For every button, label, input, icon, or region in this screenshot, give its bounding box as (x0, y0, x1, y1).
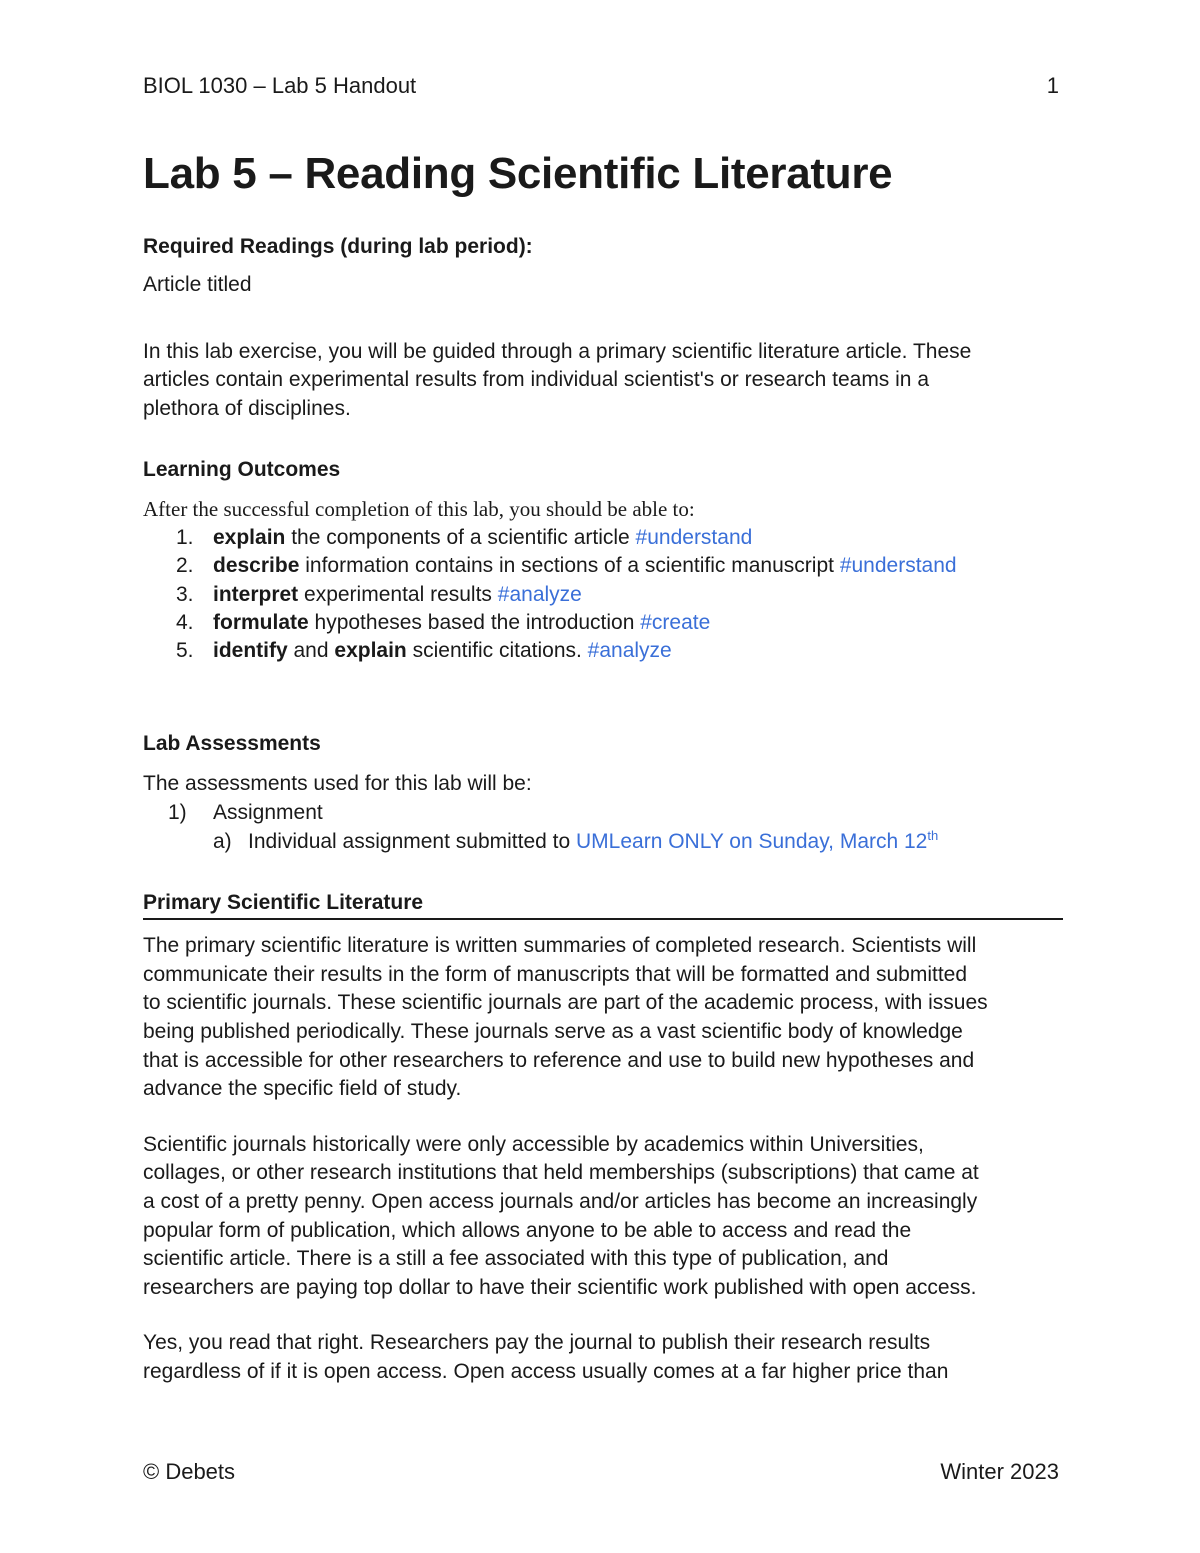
paragraph-line: that is accessible for other researchers to reference and use to build new hypotheses and (143, 1048, 975, 1072)
outcome-text: information contains in sections of a scientific manuscript (299, 554, 840, 578)
paragraph-line: advance the specific field of study. (143, 1077, 462, 1101)
page-title: Lab 5 – Reading Scientific Literature (143, 149, 893, 198)
primary-literature-paragraph-1 (143, 932, 1063, 1104)
paragraph-line: Scientific journals historically were only accessible by academics within Universities, (143, 1132, 924, 1156)
intro-line: plethora of disciplines. (143, 396, 351, 420)
assessment-subitem (143, 828, 1063, 857)
footer-term: Winter 2023 (940, 1459, 1059, 1484)
outcome-tag-link[interactable]: #understand (635, 525, 753, 549)
list-number: 5. (176, 639, 194, 663)
outcome-text: scientific citations. (406, 639, 588, 663)
intro-line: articles contain experimental results from individual scientist's or research teams in a (143, 368, 930, 392)
learning-outcomes-heading: Learning Outcomes (143, 458, 341, 482)
list-item (143, 609, 1063, 637)
list-item (143, 637, 1063, 665)
paragraph-line: scientific article. There is a still a fee associated with this type of publication, and (143, 1247, 889, 1271)
paragraph-line: communicate their results in the form of manuscripts that will be formatted and submitted (143, 962, 968, 986)
primary-literature-heading-text: Primary Scientific Literature (143, 891, 424, 915)
intro-line: In this lab exercise, you will be guided through a primary scientific literature article. These (143, 339, 972, 363)
lab-assessments-intro: The assessments used for this lab will be: (143, 772, 532, 796)
outcome-text: hypotheses based the introduction (308, 610, 641, 634)
outcome-text: experimental results (298, 582, 498, 606)
assessment-subitem-text: Individual assignment submitted to (248, 829, 577, 853)
paragraph-line: The primary scientific literature is written summaries of completed research. Scientists will (143, 934, 977, 958)
paragraph-line: regardless of if it is open access. Open access usually comes at a far higher price than (143, 1359, 949, 1383)
outcome-tag-link[interactable]: #analyze (587, 639, 672, 663)
page-number: 1 (1046, 73, 1059, 98)
list-item (143, 524, 1063, 552)
outcome-verb: formulate (213, 610, 309, 634)
umlearn-due-date-text: UMLearn ONLY on Sunday, March 12 (576, 829, 928, 853)
outcome-verb: interpret (213, 582, 299, 606)
list-number: 1) (168, 801, 187, 825)
primary-literature-paragraph-2 (143, 1131, 1063, 1303)
outcome-tag-link[interactable]: #understand (839, 554, 957, 578)
running-header-title: BIOL 1030 – Lab 5 Handout (143, 73, 417, 98)
outcome-text: the components of a scientific article (285, 525, 636, 549)
footer-copyright: © Debets (143, 1459, 236, 1484)
outcome-tag-link[interactable]: #analyze (497, 582, 582, 606)
required-readings-text: Article titled (143, 273, 252, 296)
intro-paragraph (143, 338, 1063, 424)
primary-literature-paragraph-3 (143, 1329, 1063, 1386)
paragraph-line: researchers are paying top dollar to have their scientific work published with open access. (143, 1275, 977, 1299)
list-number: 4. (176, 610, 194, 634)
paragraph-line: Yes, you read that right. Researchers pay the journal to publish their research results (143, 1331, 931, 1355)
required-readings-heading: Required Readings (during lab period): (143, 235, 533, 258)
paragraph-line: to scientific journals. These scientific journals are part of the academic process, with issues (143, 991, 988, 1015)
outcome-text: and (287, 639, 335, 663)
list-number: 2. (176, 554, 194, 578)
outcome-tag-link[interactable]: #create (640, 610, 711, 634)
outcome-verb: describe (213, 554, 300, 578)
outcome-verb: explain (213, 525, 286, 549)
assessment-item (143, 799, 1063, 828)
lab-assessments-heading: Lab Assessments (143, 732, 321, 756)
list-number: 3. (176, 582, 194, 606)
list-item (143, 552, 1063, 580)
ordinal-suffix: th (927, 827, 939, 843)
umlearn-due-date-link[interactable] (576, 827, 939, 853)
paragraph-line: collages, or other research institutions that held memberships (subscriptions) that came at (143, 1161, 979, 1185)
document-body (143, 148, 1063, 1387)
paragraph-line: popular form of publication, which allows anyone to be able to access and read the (143, 1218, 912, 1242)
learning-outcomes-intro: After the successful completion of this lab, you should be able to: (143, 497, 695, 522)
assessment-item-label: Assignment (213, 801, 323, 825)
list-number: 1. (176, 525, 194, 549)
learning-outcomes-list (143, 524, 1063, 665)
paragraph-line: a cost of a pretty penny. Open access journals and/or articles has become an increasingly (143, 1189, 978, 1213)
list-item (143, 581, 1063, 609)
paragraph-line: being published periodically. These journals serve as a vast scientific body of knowledge (143, 1020, 963, 1044)
list-letter: a) (213, 829, 232, 853)
primary-literature-heading (143, 890, 1063, 920)
outcome-verb: explain (334, 639, 407, 663)
outcome-verb: identify (213, 639, 288, 663)
